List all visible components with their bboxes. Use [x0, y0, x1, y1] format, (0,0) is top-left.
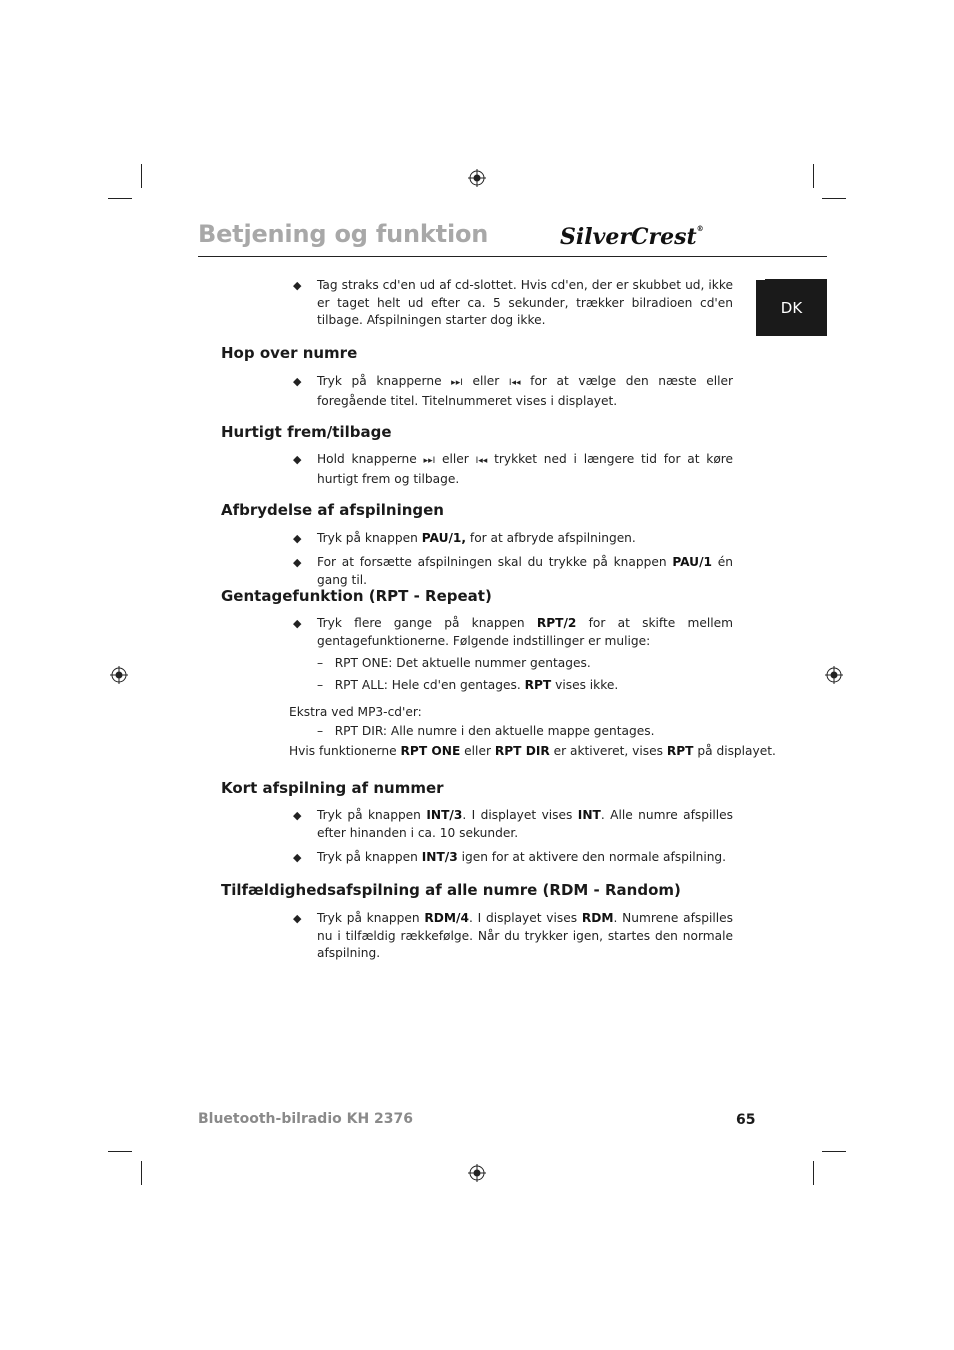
bullet-text: Tryk på knapperne ▸▸I eller I◂◂ for at vælge den næste eller foregående titel. Titelnummeret vises i displayet. [317, 374, 734, 408]
brand-logo [560, 224, 704, 250]
registered-mark: ® [696, 224, 704, 233]
crop-mark [822, 198, 846, 199]
crop-mark [141, 1161, 142, 1185]
next-track-icon: ▸▸I [451, 378, 463, 388]
bullet-text: Tryk flere gange på knappen RPT/2 for at skifte mellem gentagefunktionerne. Følgende indstillinger er mulige: [317, 616, 733, 648]
diamond-bullet-icon: ◆ [293, 375, 302, 388]
crop-mark [141, 164, 142, 188]
diamond-bullet-icon: ◆ [293, 453, 302, 466]
section-heading: Tilfældighedsafspilning af alle numre (RDM - Random) [221, 881, 681, 899]
bullet-text: Hold knapperne ▸▸I eller I◂◂ trykket ned i længere tid for at køre hurtigt frem og tilbage. [317, 452, 734, 486]
bullet-text: Tryk på knappen INT/3. I displayet vises INT. Alle numre afspilles efter hinanden i ca. 10 sekunder. [317, 808, 733, 840]
list-item [293, 910, 733, 963]
section-heading: Kort afspilning af nummer [221, 779, 444, 797]
page-title: Betjening og funktion [198, 220, 489, 248]
language-tab: DK [756, 280, 827, 336]
diamond-bullet-icon: ◆ [293, 809, 302, 822]
diamond-bullet-icon: ◆ [293, 556, 302, 569]
mp3-note: Ekstra ved MP3-cd'er: [289, 705, 422, 719]
crop-mark [108, 1151, 132, 1152]
list-item [293, 277, 733, 330]
bullet-text: Tag straks cd'en ud af cd-slottet. Hvis cd'en, der er skubbet ud, ikke er taget helt ud efter ca. 5 sekunder, trækker bilradioen cd'en tilbage. Afspilningen starter dog ikke. [317, 278, 733, 327]
diamond-bullet-icon: ◆ [293, 851, 302, 864]
registration-mark-icon [110, 666, 128, 684]
dash-item: – RPT DIR: Alle numre i den aktuelle mappe gentages. [317, 724, 655, 738]
diamond-bullet-icon: ◆ [293, 532, 302, 545]
logo-text: SilverCrest [560, 224, 697, 250]
crop-mark [813, 1161, 814, 1185]
next-track-icon: ▸▸I [423, 456, 436, 466]
section-heading: Hop over numre [221, 344, 358, 362]
list-item [293, 849, 733, 867]
list-item [293, 554, 733, 589]
dash-item: – RPT ONE: Det aktuelle nummer gentages. [317, 656, 591, 670]
list-item [293, 807, 733, 842]
crop-mark [108, 198, 132, 199]
repeat-note: Hvis funktionerne RPT ONE eller RPT DIR er aktiveret, vises RPT på displayet. [289, 744, 776, 758]
bullet-text: For at forsætte afspilningen skal du trykke på knappen PAU/1 én gang til. [317, 555, 733, 587]
prev-track-icon: I◂◂ [508, 378, 521, 388]
crop-mark [813, 164, 814, 188]
bullet-text: Tryk på knappen RDM/4. I displayet vises RDM. Numrene afspilles nu i tilfældig rækkefølge. Når du trykker igen, startes den normale afspilning. [317, 911, 733, 960]
page-number: 65 [736, 1112, 756, 1128]
diamond-bullet-icon: ◆ [293, 912, 302, 925]
list-item [293, 373, 733, 410]
diamond-bullet-icon: ◆ [293, 279, 302, 292]
bullet-text: Tryk på knappen INT/3 igen for at aktivere den normale afspilning. [317, 850, 727, 864]
dash-item: – RPT ALL: Hele cd'en gentages. RPT vises ikke. [317, 678, 619, 692]
footer-product: Bluetooth-bilradio KH 2376 [198, 1111, 414, 1127]
crop-mark [822, 1151, 846, 1152]
registration-mark-icon [468, 169, 486, 187]
list-item [293, 615, 733, 650]
diamond-bullet-icon: ◆ [293, 617, 302, 630]
prev-track-icon: I◂◂ [475, 456, 488, 466]
registration-mark-icon [468, 1164, 486, 1182]
section-heading: Afbrydelse af afspilningen [221, 501, 444, 519]
list-item [293, 530, 733, 548]
registration-mark-icon [825, 666, 843, 684]
section-heading: Gentagefunktion (RPT - Repeat) [221, 587, 492, 605]
list-item [293, 451, 733, 488]
header-rule [198, 256, 827, 257]
section-heading: Hurtigt frem/tilbage [221, 423, 392, 441]
bullet-text: Tryk på knappen PAU/1, for at afbryde afspilningen. [317, 531, 636, 545]
